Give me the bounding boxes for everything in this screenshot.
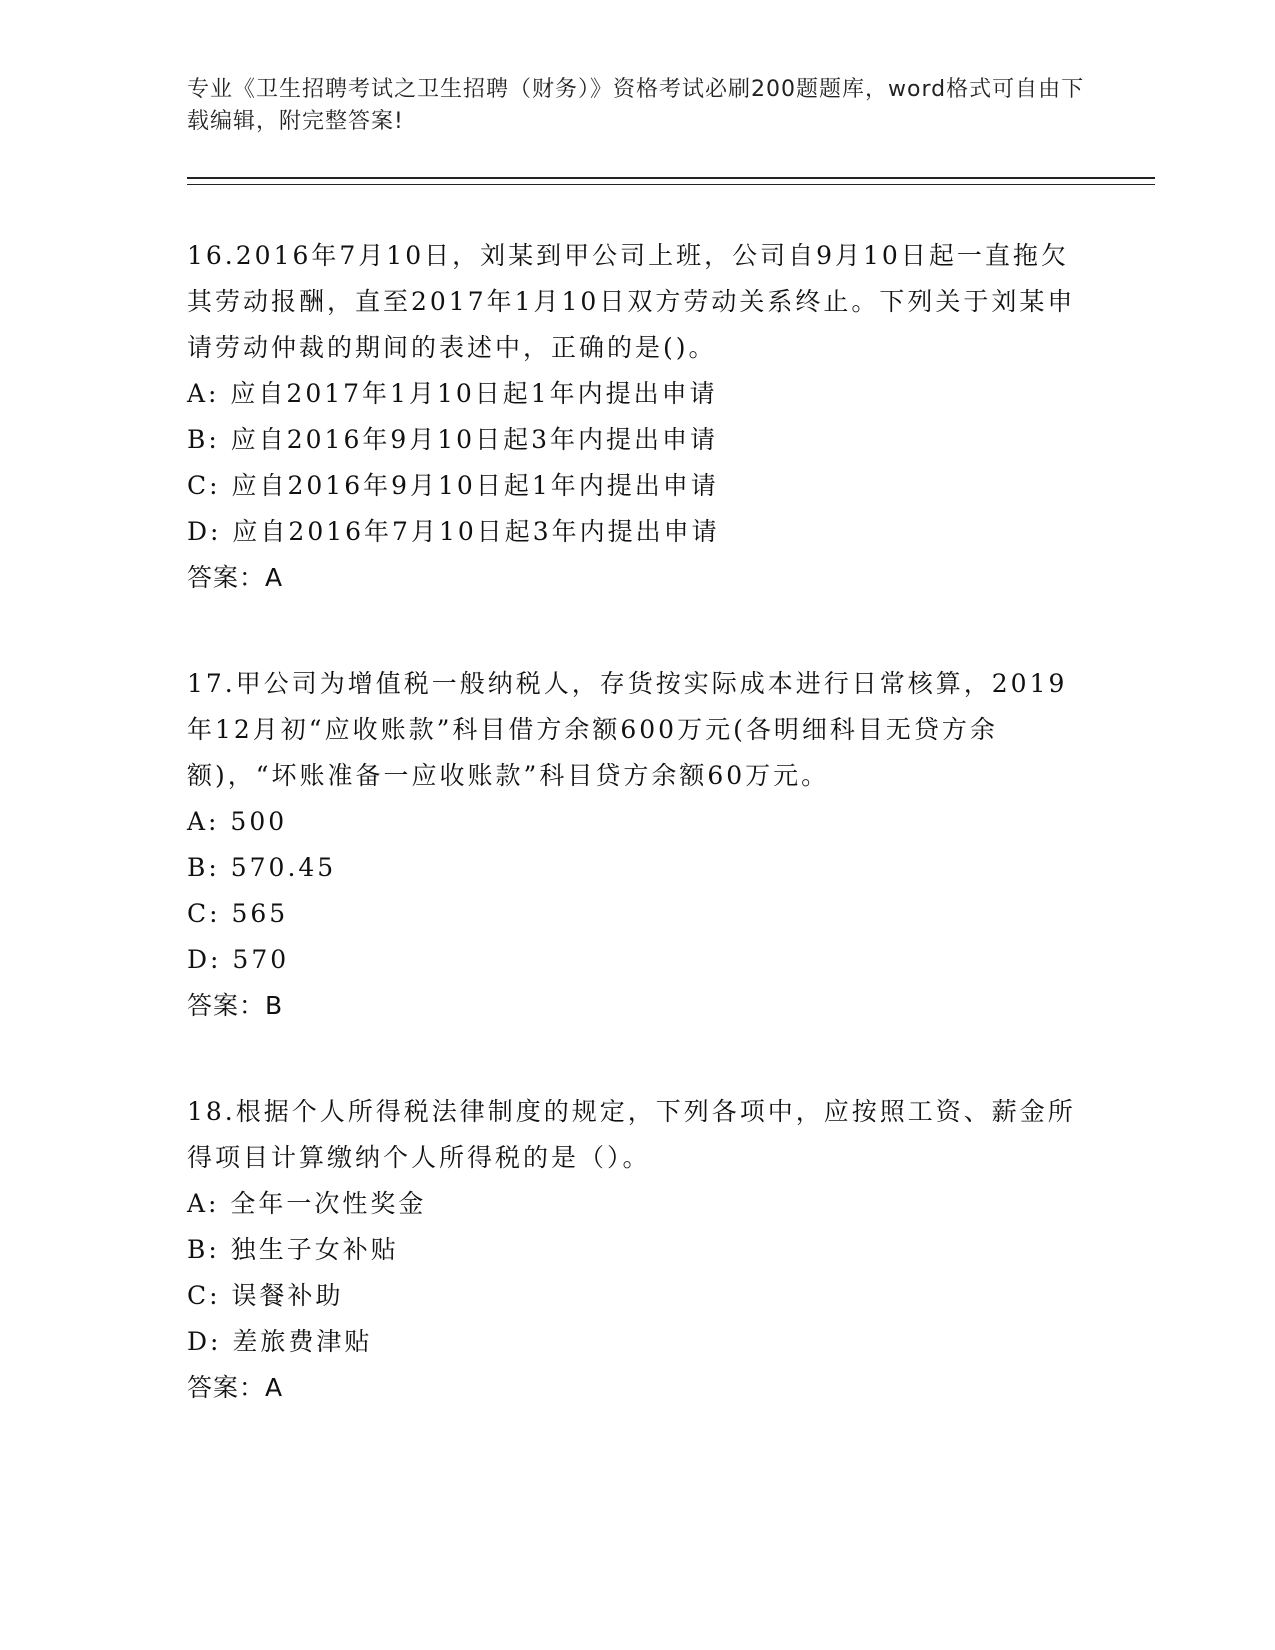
- header-divider-secondary: [187, 184, 1155, 185]
- answer-line: 答案：A: [187, 563, 284, 592]
- option-b: B: 独生子女补贴: [187, 1235, 399, 1264]
- question-17: [187, 661, 1087, 1029]
- option-b: B: 应自2016年9月10日起3年内提出申请: [187, 425, 718, 454]
- option-c: C: 应自2016年9月10日起1年内提出申请: [187, 471, 719, 500]
- question-18: [187, 1089, 1087, 1411]
- question-stem: 16.2016年7月10日，刘某到甲公司上班，公司自9月10日起一直拖欠其劳动报酬，直至2017年1月10日双方劳动关系终止。下列关于刘某申请劳动仲裁的期间的表述中，正确的是()。: [187, 241, 1076, 362]
- question-16: [187, 233, 1087, 601]
- option-c: C: 误餐补助: [187, 1281, 344, 1310]
- question-stem: 17.甲公司为增值税一般纳税人，存货按实际成本进行日常核算，2019年12月初“应收账款”科目借方余额600万元(各明细科目无贷方余额)，“坏账准备一应收账款”科目贷方余额60万元。: [187, 669, 1068, 790]
- option-d: D: 570: [187, 945, 290, 974]
- answer-line: 答案：A: [187, 1373, 284, 1402]
- answer-line: 答案：B: [187, 991, 284, 1020]
- header-divider: [187, 177, 1155, 179]
- option-a: A: 应自2017年1月10日起1年内提出申请: [187, 379, 718, 408]
- option-c: C: 565: [187, 899, 289, 928]
- option-b: B: 570.45: [187, 853, 337, 882]
- question-stem: 18.根据个人所得税法律制度的规定，下列各项中，应按照工资、薪金所得项目计算缴纳个人所得税的是（）。: [187, 1097, 1076, 1172]
- option-d: D: 应自2016年7月10日起3年内提出申请: [187, 517, 720, 546]
- question-list: [187, 233, 1087, 1471]
- document-header: 专业《卫生招聘考试之卫生招聘（财务）》资格考试必刷200题题库，word格式可自由下载编辑，附完整答案!: [187, 77, 1085, 134]
- option-a: A: 全年一次性奖金: [187, 1189, 427, 1218]
- option-a: A: 500: [187, 807, 288, 836]
- option-d: D: 差旅费津贴: [187, 1327, 373, 1356]
